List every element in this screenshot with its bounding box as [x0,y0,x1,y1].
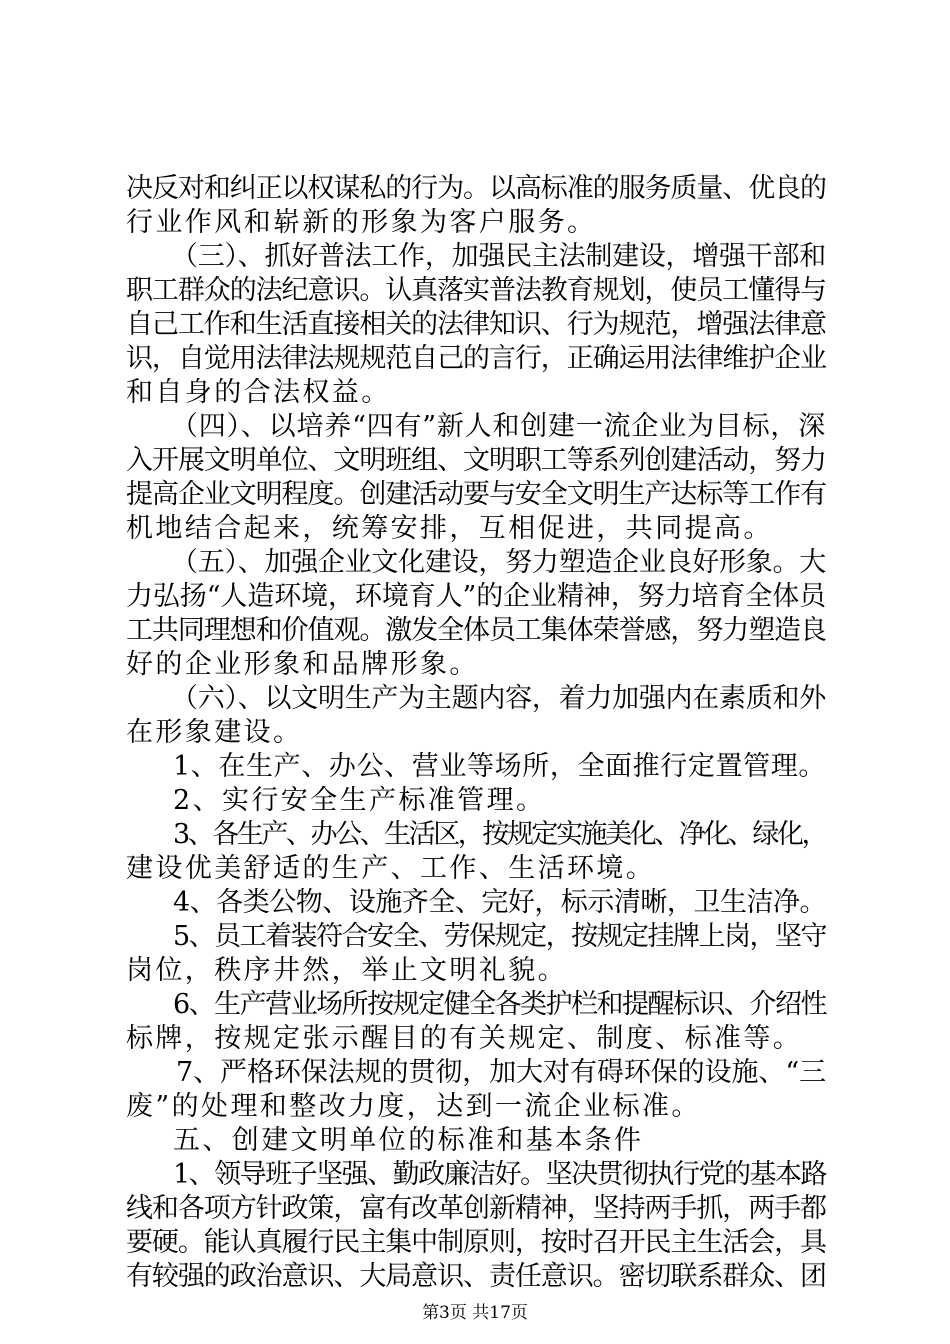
page-number-footer: 第3页 共17页 [422,1303,528,1323]
text-line: 识，自觉用法律法规规范自己的言行，正确运用法律维护企业 [126,343,826,374]
text-line: 岗位，秩序井然，举止文明礼貌。 [126,955,567,986]
text-line: 要硬。能认真履行民主集中制原则，按时召开民主生活会，具 [126,1227,826,1258]
text-line: 决反对和纠正以权谋私的行为。以高标准的服务质量、优良的 [126,173,826,204]
text-line: 4、各类公物、设施齐全、完好，标示清晰，卫生洁净。 [173,887,826,918]
text-line: 2、实行安全生产标准管理。 [173,785,546,816]
text-line: 五、创建文明单位的标准和基本条件 [173,1125,644,1156]
text-line: 5、员工着装符合安全、劳保规定，按规定挂牌上岗，坚守 [173,921,826,952]
text-line: 7、严格环保法规的贯彻，加大对有碍环保的设施、“三 [176,1057,826,1088]
text-line: 3、各生产、办公、生活区，按规定实施美化、净化、绿化， [173,819,826,850]
text-line: （六）、以文明生产为主题内容，着力加强内在素质和外 [171,683,826,714]
text-line: 工共同理想和价值观。激发全体员工集体荣誉感，努力塑造良 [126,615,826,646]
text-line: 废”的处理和整改力度，达到一流企业标准。 [126,1091,701,1122]
text-line: 和自身的合法权益。 [126,377,391,408]
text-line: 标牌，按规定张示醒目的有关规定、制度、标准等。 [126,1023,803,1054]
text-line: 建设优美舒适的生产、工作、生活环境。 [126,853,656,884]
text-line: 在形象建设。 [126,717,303,748]
text-line: 入开展文明单位、文明班组、文明职工等系列创建活动，努力 [126,445,826,476]
text-line: 提高企业文明程度。创建活动要与安全文明生产达标等工作有 [126,479,826,510]
text-line: 自己工作和生活直接相关的法律知识、行为规范，增强法律意 [126,309,826,340]
text-line: 有较强的政治意识、大局意识、责任意识。密切联系群众、团 [126,1261,826,1292]
text-line: 1、在生产、办公、营业等场所，全面推行定置管理。 [173,751,826,782]
text-line: 1、领导班子坚强、勤政廉洁好。坚决贯彻执行党的基本路 [173,1159,826,1190]
text-line: （四）、以培养“四有”新人和创建一流企业为目标，深 [171,411,826,442]
text-line: 6、生产营业场所按规定健全各类护栏和提醒标识、介绍性 [173,989,826,1020]
text-line: 力弘扬“人造环境，环境育人”的企业精神，努力培育全体员 [126,581,826,612]
text-line: 线和各项方针政策，富有改革创新精神，坚持两手抓，两手都 [126,1193,826,1224]
text-line: 行业作风和崭新的形象为客户服务。 [126,207,597,238]
text-line: 好的企业形象和品牌形象。 [126,649,479,680]
text-line: （三）、抓好普法工作，加强民主法制建设，增强干部和 [171,241,826,272]
text-line: （五）、加强企业文化建设，努力塑造企业良好形象。大 [171,547,826,578]
text-line: 机地结合起来，统筹安排，互相促进，共同提高。 [126,513,773,544]
text-line: 职工群众的法纪意识。认真落实普法教育规划，使员工懂得与 [126,275,826,306]
